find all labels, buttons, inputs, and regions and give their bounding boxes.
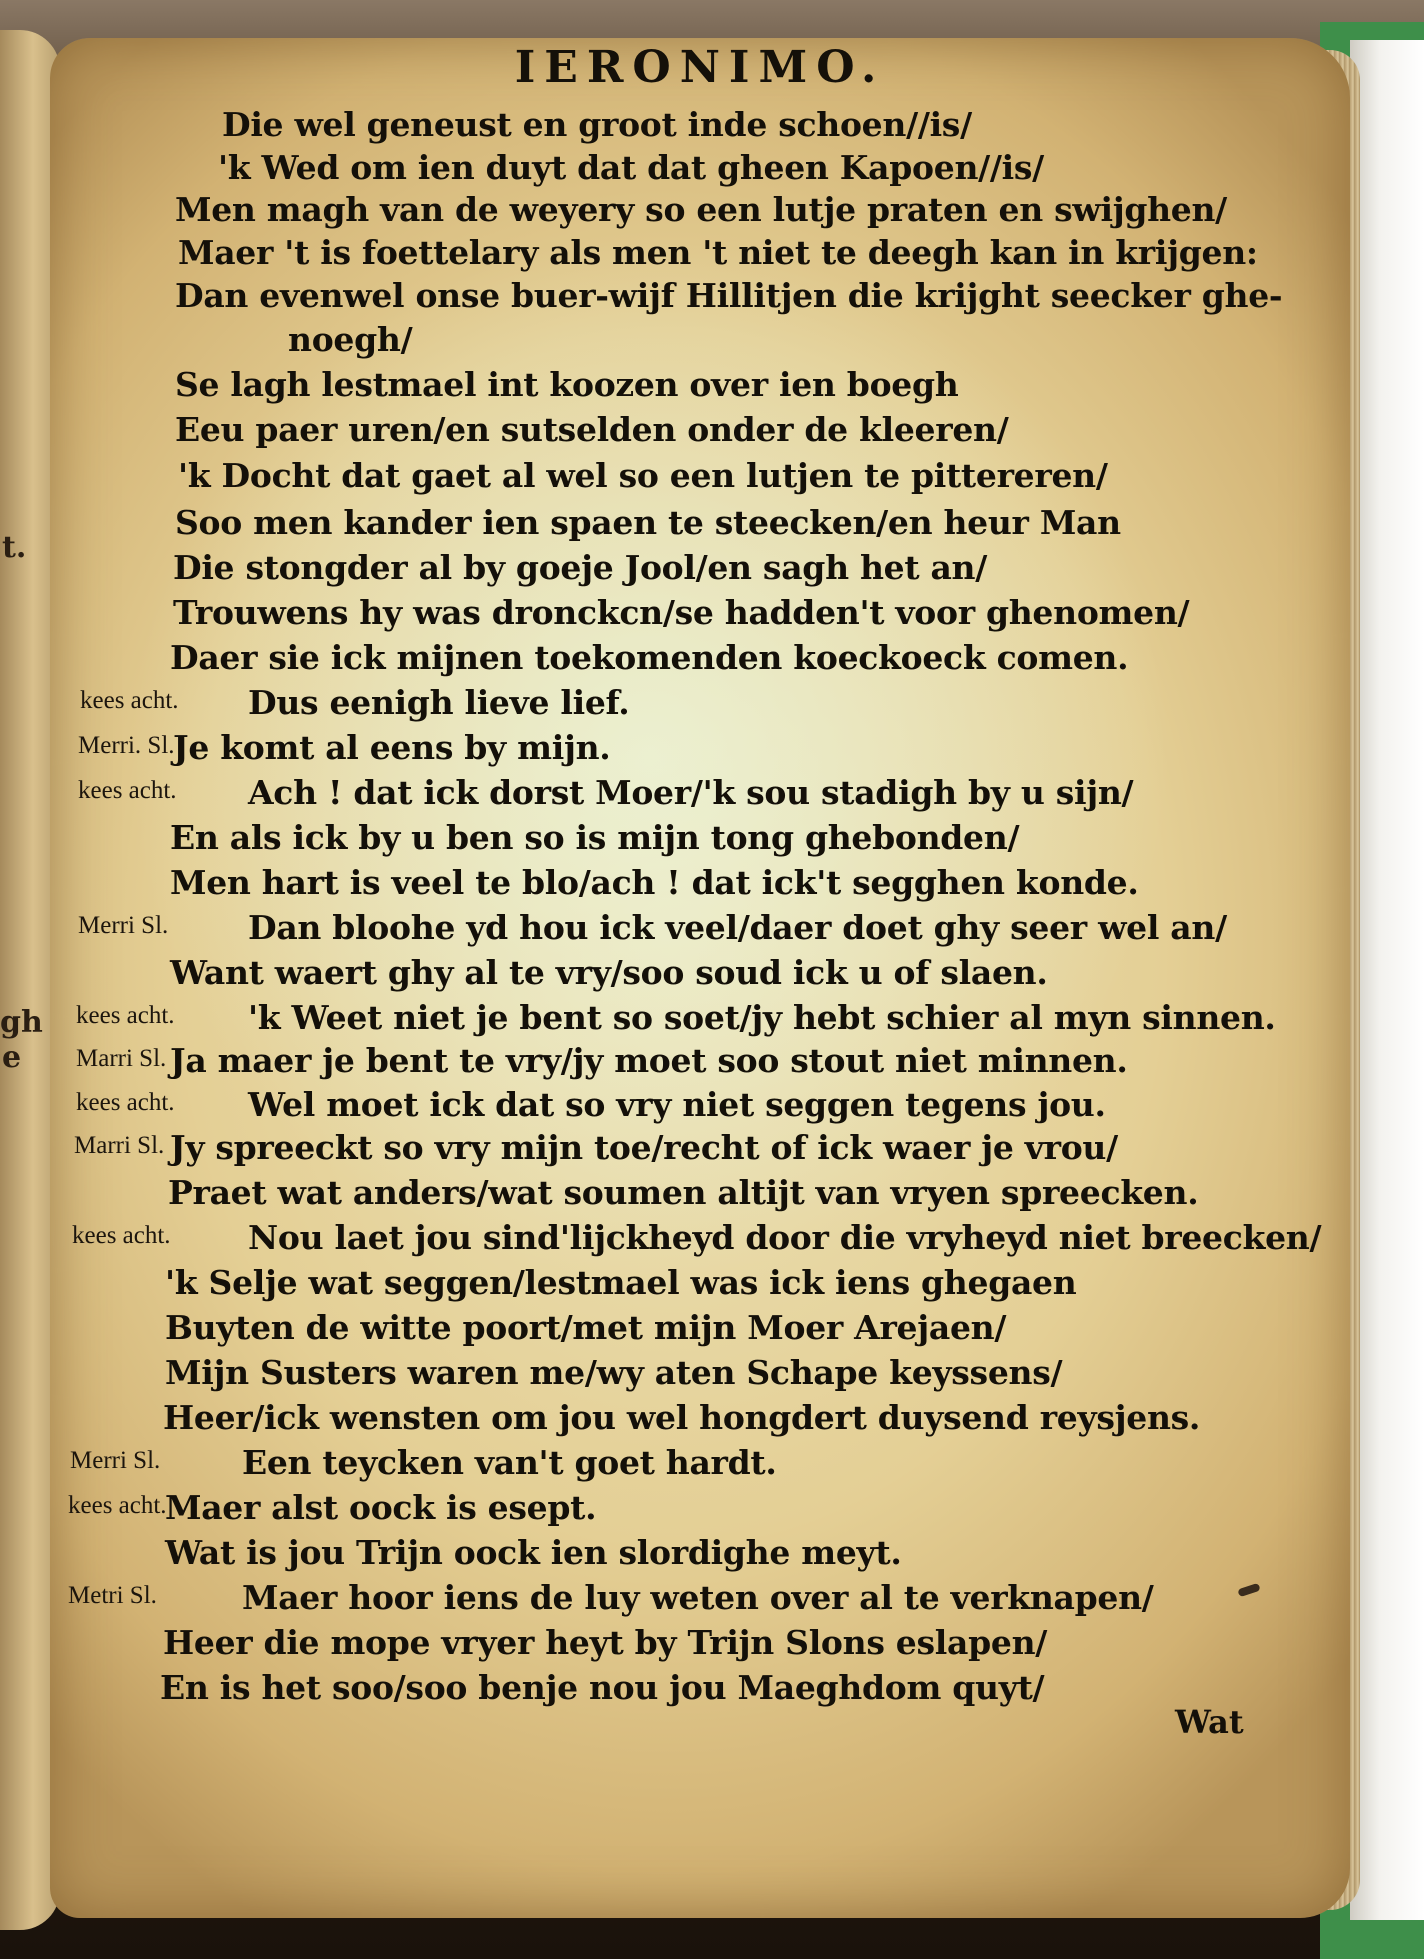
verse-line: Nou laet jou sind'lijckheyd door die vryheyd niet breecken/ [248, 1218, 1322, 1257]
verse-line: Een teycken van't goet hardt. [242, 1443, 777, 1482]
verse-line: Wel moet ick dat so vry niet seggen tegens jou. [248, 1085, 1106, 1124]
verse-line: Ach ! dat ick dorst Moer/'k sou stadigh by u sijn/ [248, 773, 1134, 812]
ink-smudge [1237, 1583, 1260, 1597]
speaker-label: kees acht. [76, 1089, 175, 1116]
verse-line: Se lagh lestmael int koozen over ien boegh [175, 365, 959, 404]
book-page [50, 38, 1350, 1918]
speaker-label: Merri Sl. [70, 1447, 161, 1474]
catchword: Wat [1175, 1703, 1244, 1741]
verse-line: Wat is jou Trijn oock ien slordighe meyt. [165, 1533, 902, 1572]
speaker-label: kees acht. [76, 1002, 175, 1029]
verse-line: Dus eenigh lieve lief. [248, 683, 630, 722]
verse-line: Eeu paer uren/en sutselden onder de kleeren/ [175, 410, 1009, 449]
verse-line: Trouwens hy was dronckcn/se hadden't voor ghenomen/ [173, 593, 1190, 632]
speaker-label: kees acht. [68, 1492, 167, 1519]
verse-line: Ja maer je bent te vry/jy moet soo stout niet minnen. [170, 1041, 1128, 1080]
verse-line: Men hart is veel te blo/ach ! dat ick't segghen konde. [170, 863, 1139, 902]
verse-line: Heer/ick wensten om jou wel hongdert duysend reysjens. [163, 1398, 1201, 1437]
verse-line: 'k Selje wat seggen/lestmael was ick iens ghegaen [165, 1263, 1077, 1302]
speaker-label: Merri. Sl. [78, 732, 175, 759]
speaker-label: kees acht. [80, 687, 179, 714]
verse-line: Jy spreeckt so vry mijn toe/recht of ick waer je vrou/ [170, 1128, 1118, 1167]
white-endpaper [1350, 40, 1424, 1920]
speaker-label: Metri Sl. [68, 1582, 157, 1609]
verse-line: Maer hoor iens de luy weten over al te verknapen/ [242, 1578, 1154, 1617]
verse-line: 'k Weet niet je bent so soet/jy hebt schier al myn sinnen. [248, 998, 1276, 1037]
left-page-fragment: e [2, 1040, 22, 1075]
verse-line: noegh/ [288, 320, 413, 359]
speaker-label: kees acht. [78, 777, 177, 804]
verse-line: Daer sie ick mijnen toekomenden koeckoeck comen. [170, 638, 1129, 677]
verse-line: Heer die mope vryer heyt by Trijn Slons eslapen/ [163, 1623, 1048, 1662]
verse-line: 'k Docht dat gaet al wel so een lutjen te pittereren/ [178, 456, 1108, 495]
running-head: IERONIMO. [514, 42, 886, 93]
verse-line: Praet wat anders/wat soumen altijt van vryen spreecken. [168, 1173, 1199, 1212]
verse-line: En is het soo/soo benje nou jou Maeghdom quyt/ [160, 1668, 1045, 1707]
verse-line: Die wel geneust en groot inde schoen//is/ [222, 105, 972, 144]
verse-line: 'k Wed om ien duyt dat dat gheen Kapoen//is/ [218, 148, 1044, 187]
verse-line: Maer 't is foettelary als men 't niet te deegh kan in krijgen: [178, 233, 1258, 272]
verse-line: Dan bloohe yd hou ick veel/daer doet ghy seer wel an/ [248, 908, 1227, 947]
verse-line: Soo men kander ien spaen te steecken/en heur Man [175, 503, 1121, 542]
speaker-label: Merri Sl. [78, 912, 169, 939]
left-page-fragment: gh [0, 1005, 43, 1040]
verse-line: Men magh van de weyery so een lutje praten en swijghen/ [175, 190, 1227, 229]
left-page-fragment: t. [2, 530, 27, 565]
verse-line: Want waert ghy al te vry/soo soud ick u of slaen. [170, 953, 1048, 992]
speaker-label: kees acht. [72, 1222, 171, 1249]
verse-line: Die stongder al by goeje Jool/en sagh het an/ [173, 548, 987, 587]
speaker-label: Marri Sl. [74, 1132, 165, 1159]
verse-line: Je komt al eens by mijn. [173, 728, 611, 767]
verse-line: Maer alst oock is esept. [165, 1488, 597, 1527]
verse-line: Mijn Susters waren me/wy aten Schape keyssens/ [165, 1353, 1063, 1392]
speaker-label: Marri Sl. [76, 1045, 167, 1072]
verse-line: Buyten de witte poort/met mijn Moer Arejaen/ [165, 1308, 1007, 1347]
verse-line: En als ick by u ben so is mijn tong ghebonden/ [170, 818, 1020, 857]
verse-line: Dan evenwel onse buer-wijf Hillitjen die krijght seecker ghe- [175, 276, 1283, 315]
